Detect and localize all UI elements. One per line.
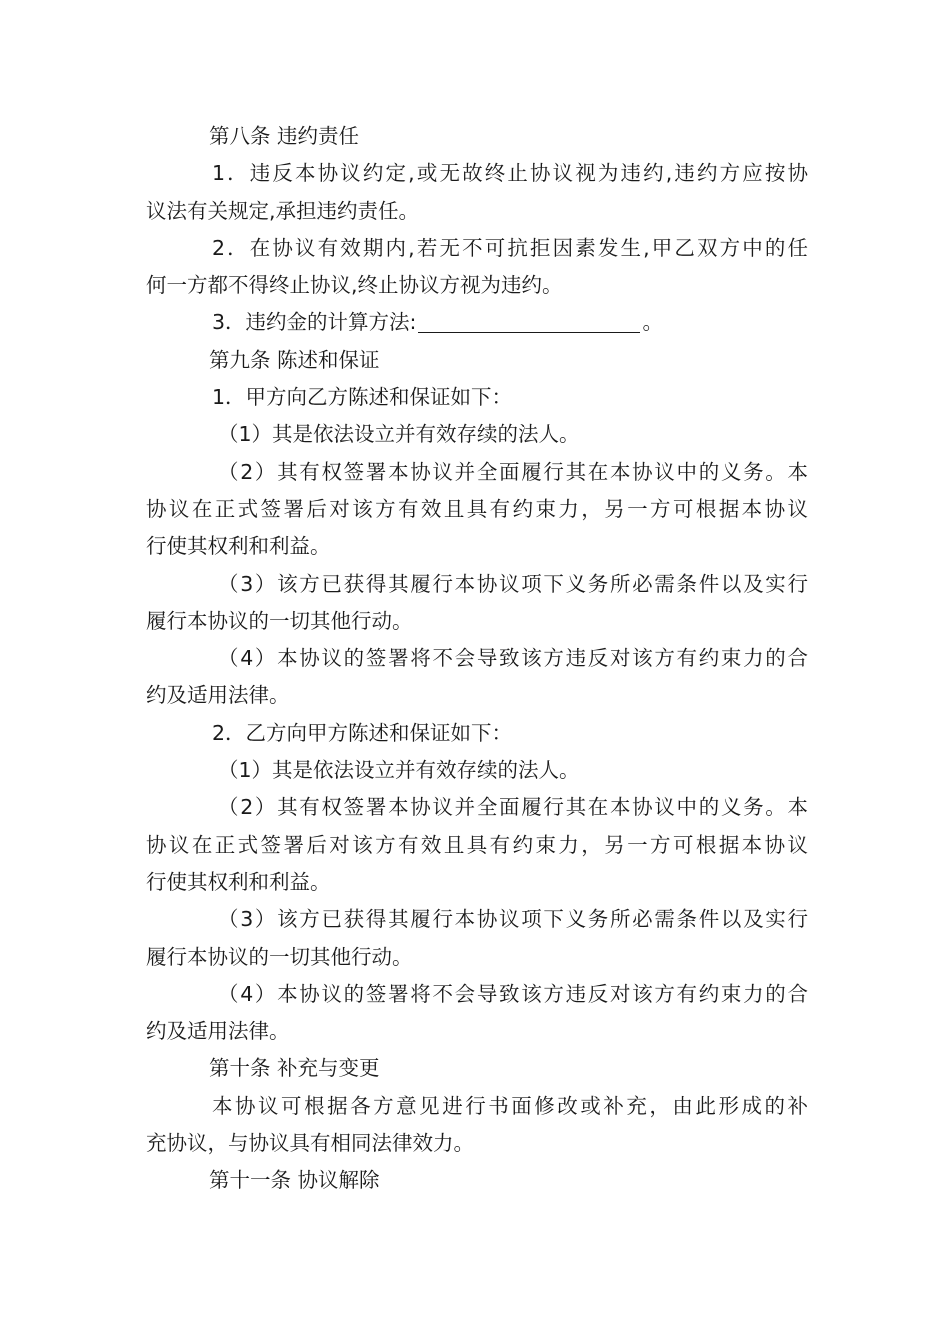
- article-9-heading: 第九条 陈述和保证: [209, 347, 380, 372]
- party-b-item-4-cont: 约及适用法律。: [146, 1019, 290, 1044]
- article-10-heading: 第十条 补充与变更: [209, 1056, 380, 1081]
- article-8-clause-2: 2．在协议有效期内,若无不可抗拒因素发生,甲乙双方中的任: [212, 235, 808, 260]
- article-10-body: 本协议可根据各方意见进行书面修改或补充，由此形成的补: [212, 1093, 808, 1118]
- article-8-clause-3: [146, 304, 808, 341]
- party-b-item-2-cont: 协议在正式签署后对该方有效且具有约束力，另一方可根据本协议: [146, 832, 808, 857]
- article-8-clause-1: 1．违反本协议约定,或无故终止协议视为违约,违约方应按协: [212, 161, 808, 186]
- article-10-body-cont: 充协议，与协议具有相同法律效力。: [146, 1131, 474, 1156]
- party-b-item-3: （3）该方已获得其履行本协议项下义务所必需条件以及实行: [218, 907, 808, 932]
- party-a-item-3: （3）该方已获得其履行本协议项下义务所必需条件以及实行: [218, 571, 808, 596]
- penalty-calc-blank: [418, 308, 640, 333]
- document-page: [146, 118, 808, 1200]
- party-b-item-1: （1）其是依法设立并有效存续的法人。: [218, 758, 580, 783]
- penalty-calc-label: 3．违约金的计算方法:: [212, 310, 417, 335]
- article-11-heading: 第十一条 协议解除: [209, 1168, 380, 1193]
- party-a-item-3-cont: 履行本协议的一切其他行动。: [146, 608, 413, 633]
- party-b-item-2: （2）其有权签署本协议并全面履行其在本协议中的义务。本: [218, 795, 808, 820]
- party-b-item-2-end: 行使其权利和利益。: [146, 869, 331, 894]
- party-a-item-2-cont: 协议在正式签署后对该方有效且具有约束力，另一方可根据本协议: [146, 496, 808, 521]
- article-9-clause-1: 1．甲方向乙方陈述和保证如下：: [212, 385, 513, 410]
- party-b-item-3-cont: 履行本协议的一切其他行动。: [146, 944, 413, 969]
- party-a-item-4: （4）本协议的签署将不会导致该方违反对该方有约束力的合: [218, 646, 808, 671]
- article-9-clause-2: 2．乙方向甲方陈述和保证如下：: [212, 720, 513, 745]
- article-8-clause-2-cont: 何一方都不得终止协议,终止协议方视为违约。: [146, 273, 563, 298]
- article-8-clause-1-cont: 议法有关规定,承担违约责任。: [146, 198, 420, 223]
- party-a-item-2: （2）其有权签署本协议并全面履行其在本协议中的义务。本: [218, 459, 808, 484]
- party-a-item-4-cont: 约及适用法律。: [146, 683, 290, 708]
- article-8-heading: 第八条 违约责任: [209, 124, 360, 148]
- penalty-calc-end: 。: [642, 310, 663, 335]
- party-b-item-4: （4）本协议的签署将不会导致该方违反对该方有约束力的合: [218, 981, 808, 1006]
- party-a-item-2-end: 行使其权利和利益。: [146, 534, 331, 559]
- party-a-item-1: （1）其是依法设立并有效存续的法人。: [218, 422, 580, 447]
